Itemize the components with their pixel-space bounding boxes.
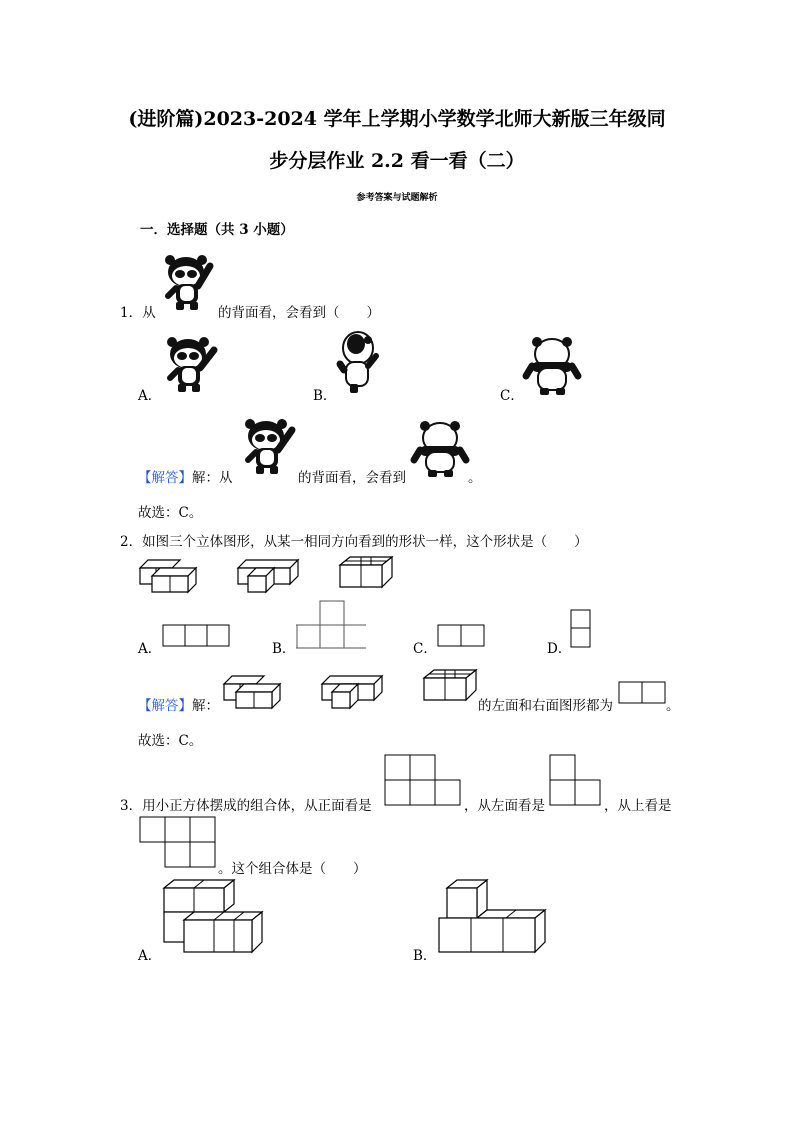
q2-option-a-label[interactable]: A． bbox=[138, 641, 162, 657]
q2-answer-shape bbox=[618, 681, 668, 705]
q1-answer-pre: 解：从 bbox=[192, 470, 233, 486]
q1-answer-end: 。 bbox=[468, 470, 482, 486]
q2-answer-pre: 解： bbox=[192, 698, 219, 714]
q2-choice: 故选：C。 bbox=[138, 733, 203, 749]
q2-option-b-shape[interactable] bbox=[296, 600, 368, 650]
q1-option-b-label[interactable]: B． bbox=[313, 388, 337, 404]
q2-answer-tag: 【解答】 bbox=[138, 698, 192, 714]
panda-back-answer-icon bbox=[412, 420, 468, 478]
q1-answer-line bbox=[138, 466, 233, 486]
q3-stem-part2: ，从左面看是 bbox=[464, 798, 545, 814]
q2-option-a-shape[interactable] bbox=[162, 624, 232, 648]
q1-choice: 故选：C。 bbox=[138, 505, 203, 521]
q3-stem-part1: 3．用小正方体摆成的组合体，从正面看是 bbox=[120, 798, 372, 814]
panda-back-option-c-icon[interactable] bbox=[524, 336, 582, 396]
section-heading: 一．选择题（共 3 小题） bbox=[140, 222, 294, 238]
document-title-line1: (进阶篇)2023-2024 学年上学期小学数学北师大新版三年级同 bbox=[128, 108, 666, 130]
q2-option-d-shape[interactable] bbox=[570, 609, 592, 649]
q2-option-b-label[interactable]: B． bbox=[272, 641, 296, 657]
q1-number: 1．从 bbox=[120, 305, 156, 321]
q3-top-view-shape bbox=[139, 816, 219, 870]
q1-option-a-label[interactable]: A． bbox=[138, 388, 162, 404]
q2-option-d-label[interactable]: D． bbox=[547, 641, 572, 657]
q2-stem: 2．如图三个立体图形，从某一相同方向看到的形状一样，这个形状是（ ） bbox=[120, 534, 588, 550]
panda-side-option-b-icon[interactable] bbox=[336, 330, 386, 396]
panda-front-answer-icon bbox=[240, 418, 300, 478]
solid-2-figure bbox=[236, 558, 300, 594]
q2-option-c-label[interactable]: C． bbox=[413, 641, 437, 657]
q2-answer-mid: 的左面和右面图形都为 bbox=[478, 698, 613, 714]
solid-3-figure bbox=[338, 555, 394, 591]
q3-front-view-shape bbox=[384, 754, 464, 808]
q3-left-view-shape bbox=[549, 754, 605, 808]
answer-solid-3-figure bbox=[422, 668, 478, 704]
panda-front-option-a-icon[interactable] bbox=[162, 336, 224, 396]
q3-stem-part3: ，从上看是 bbox=[604, 798, 672, 814]
q2-answer-line bbox=[138, 694, 219, 714]
q2-option-c-shape[interactable] bbox=[437, 624, 487, 648]
answer-solid-2-figure bbox=[320, 674, 384, 710]
panda-front-icon bbox=[160, 254, 220, 314]
q3-option-b-label[interactable]: B． bbox=[413, 948, 437, 964]
q1-answer-mid: 的背面看，会看到 bbox=[298, 470, 406, 486]
q3-option-b-solid[interactable] bbox=[437, 878, 549, 956]
q3-option-a-solid[interactable] bbox=[162, 878, 266, 956]
q1-answer-tag: 【解答】 bbox=[138, 470, 192, 486]
q1-option-c-label[interactable]: C． bbox=[500, 388, 524, 404]
q2-answer-end: 。 bbox=[666, 698, 680, 714]
q1-stem: 的背面看，会看到（ ） bbox=[218, 305, 380, 321]
document-title-line2: 步分层作业 2.2 看一看（二） bbox=[269, 150, 525, 172]
document-subtitle: 参考答案与试题解析 bbox=[356, 193, 438, 203]
solid-1-figure bbox=[138, 558, 200, 594]
answer-solid-1-figure bbox=[222, 674, 284, 710]
q3-stem-part4: 。这个组合体是（ ） bbox=[218, 861, 367, 877]
q3-option-a-label[interactable]: A． bbox=[138, 948, 162, 964]
